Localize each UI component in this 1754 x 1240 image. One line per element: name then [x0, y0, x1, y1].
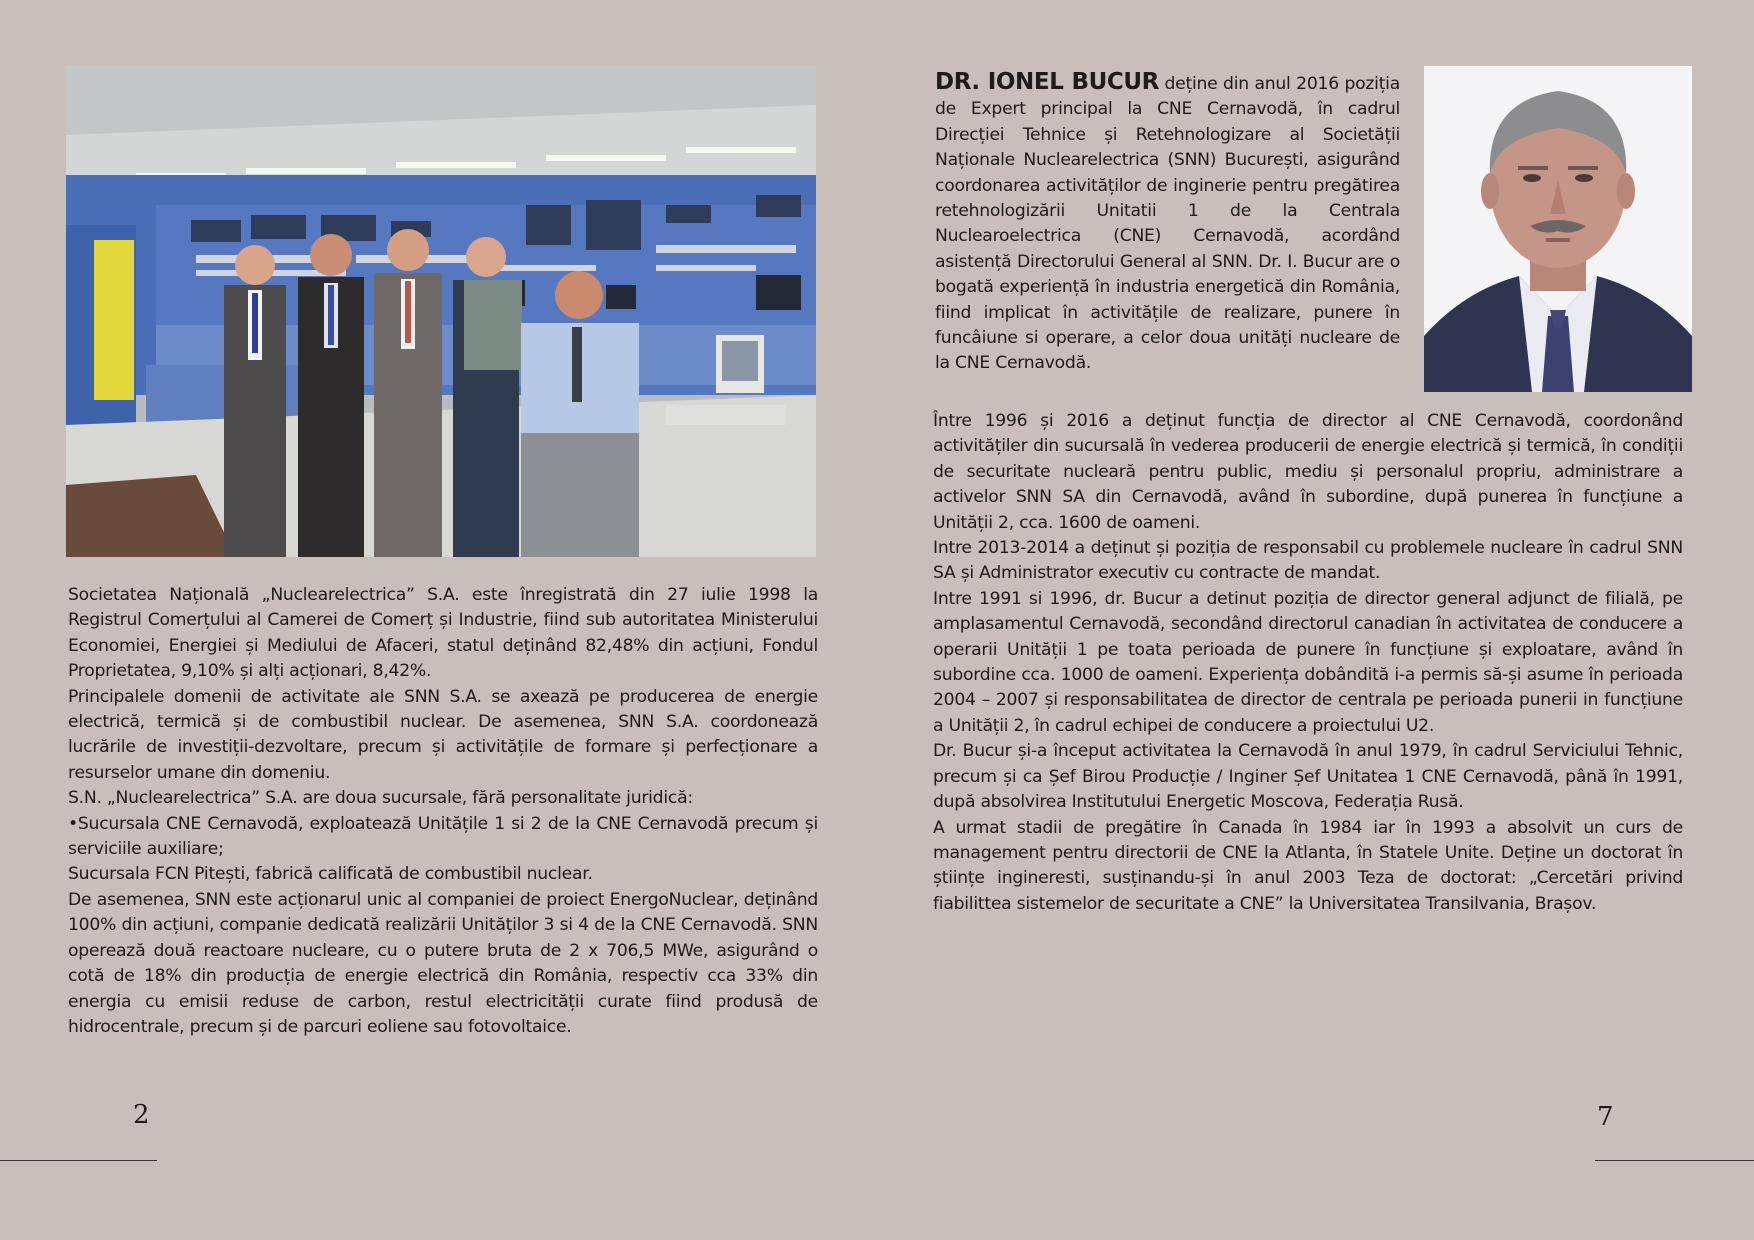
right-paragraph-4: Dr. Bucur și-a început activitatea la Cernavodă în anul 1979, în cadrul Serviciului Tehnic, precum și ca Șef Birou Producție / Inginer Șef Unitatea 1 CNE Cernavodă, până în 1991, după absolvirea Institutului Energetic Moscova, Federația Rusă. [933, 741, 1683, 813]
portrait-photo [1424, 66, 1692, 392]
left-paragraph-6: De asemenea, SNN este acționarul unic al companiei de proiect EnergoNuclear, deținând 100% din acțiuni, companie dedicată realizării Unităților 3 si 4 de la CNE Cernavodă. SNN operează două reactoare nucleare, cu o putere bruta de 2 x 706,5 MWe, asigurând o cotă de 18% din producția de energie electrică din România, respectiv cca 33% din energia cu emisii reduse de carbon, restul electricității curate fiind produsă de hidrocentrale, precum și de parcuri eoliene sau fotovoltaice. [68, 889, 818, 1037]
right-footer-rule [1595, 1160, 1754, 1161]
bio-intro [935, 70, 1400, 377]
left-footer-rule [0, 1160, 157, 1161]
person-name: DR. IONEL BUCUR [935, 69, 1159, 95]
control-room-photo [66, 65, 816, 557]
right-paragraph-5: A urmat stadii de pregătire în Canada în 1984 iar în 1993 a absolvit un curs de management pentru directorii de CNE la Atlanta, în Statele Unite. Deține un doctorat în științe ingineresti, susținandu-și în anul 2003 Teza de doctorat: „Cercetări privind fiabilittea sistemelor de securitate a CNE” la Universitatea Transilvania, Brașov. [933, 817, 1683, 914]
left-paragraph-3: S.N. „Nuclearelectrica” S.A. are doua sucursale, fără personalitate juridică: [68, 788, 693, 809]
right-body-text [933, 409, 1683, 917]
right-paragraph-1: Între 1996 și 2016 a deținut funcția de director al CNE Cernavodă, coordonând activitățiler din sucursală în vederea producerii de energie electrică și termică, în condiții de securitate nucleară pentru public, mediu și personalul propriu, administrare a activelor SNN SA din Cernavodă, având în subordine, după punerea în funcțiune a Unității 2, cca. 1600 de oameni. [933, 411, 1683, 533]
left-paragraph-4: •Sucursala CNE Cernavodă, exploatează Unitățile 1 si 2 de la CNE Cernavodă precum și serviciile auxiliare; [68, 813, 818, 860]
left-paragraph-5: Sucursala FCN Pitești, fabrică calificată de combustibil nuclear. [68, 864, 593, 885]
intro-text: deține din anul 2016 poziția de Expert principal la CNE Cernavodă, în cadrul Direcției Tehnice și Retehnologizare al Societății Naționale Nuclearelectrica (SNN) București, asigurând coordonarea activităților de inginerie pentru pregătirea retehnologizării Unitatii 1 de la Centrala Nuclearoelectrica (CNE) Cernavodă, acordând asistență Directorului General al SNN. Dr. I. Bucur are o bogată experiență în industria energetică din România, fiind implicat în activitățile de realizare, punere în funcâiune si operare, a celor doua unități nucleare de la CNE Cernavodă. [935, 74, 1400, 374]
left-paragraph-2: Principalele domenii de activitate ale SNN S.A. se axează pe producerea de energie electrică, termică și de combustibil nuclear. De asemenea, SNN S.A. coordonează lucrările de investiții-dezvoltare, precum și activitățile de formare și perfecționare a resurselor umane din domeniu. [68, 686, 818, 783]
right-page-number: 7 [1597, 1102, 1614, 1132]
right-paragraph-2: Intre 2013-2014 a deținut și poziția de responsabil cu problemele nucleare în cadrul SNN SA și Administrator executiv cu contracte de mandat. [933, 538, 1683, 584]
left-paragraph-1: Societatea Națională „Nuclearelectrica” S.A. este înregistrată din 27 iulie 1998 la Registrul Comerțului al Camerei de Comerț și Industrie, fiind sub autoritatea Ministerului Economiei, Energiei și Mediului de Afaceri, statul deținând 82,48% din acțiuni, Fondul Proprietatea, 9,10% și alți acționari, 8,42%. [68, 585, 818, 682]
right-paragraph-3: Intre 1991 si 1996, dr. Bucur a detinut poziția de director general adjunct de filială, pe amplasamentul Cernavodă, secondând directorul canadian în activitatea de conducere a operarii Unității 1 pe toata perioada de punere în funcțiune și exploatare, având în subordine cca. 1000 de oameni. Experiența dobândită i-a permis să-și asume în perioada 2004 – 2007 și responsabilitatea de director de centrala pe perioada punerii in funcțiune a Unității 2, în cadrul echipei de conducere a proiectului U2. [933, 588, 1683, 736]
left-body-text [68, 583, 818, 1040]
left-page-number: 2 [133, 1100, 150, 1130]
